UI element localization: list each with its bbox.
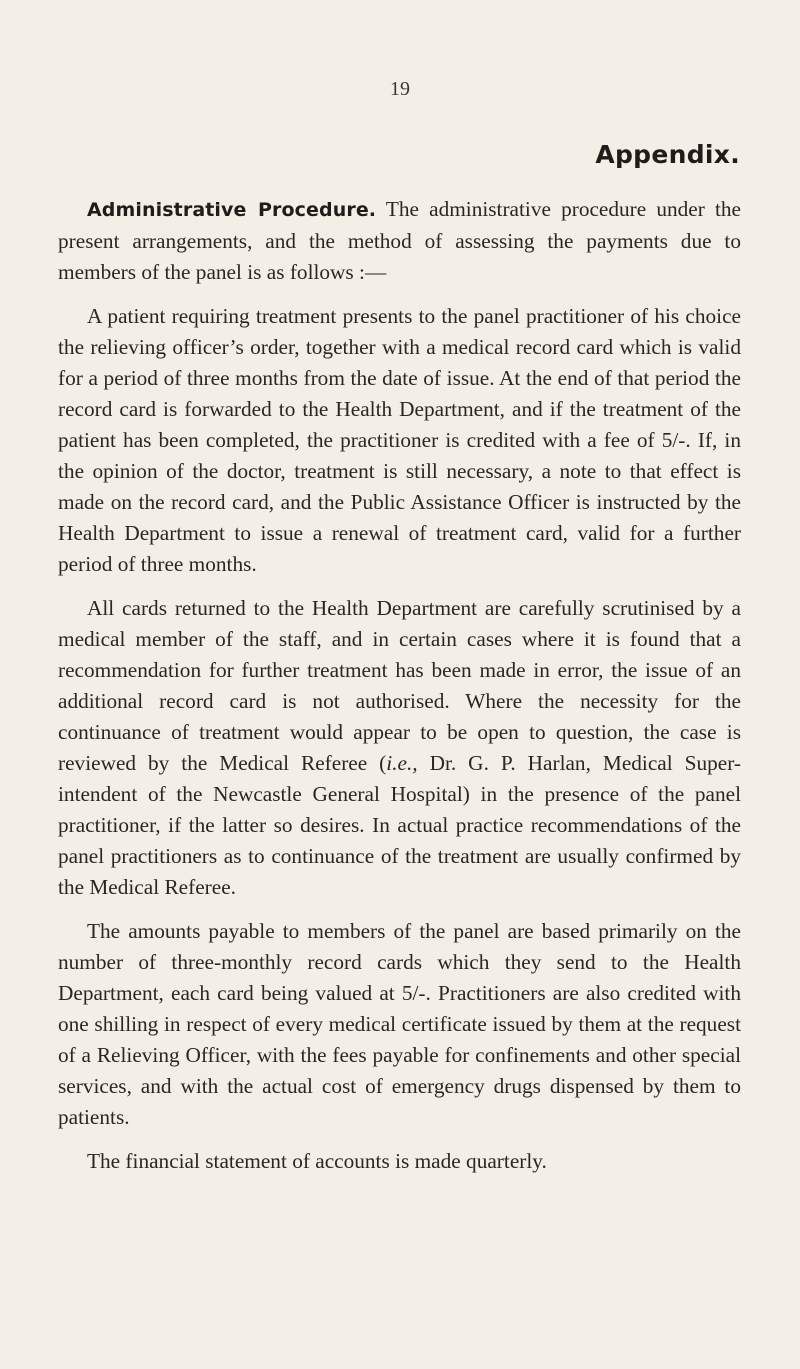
page-number: 19 — [390, 78, 410, 100]
paragraph-4-text: The amounts payable to members of the panel are based primarily on the number of three-monthly record cards which they send to the Health Department, each card being valued at 5/-. Practitioners are also credited with one shilling in respect of every medical certificate issued by them at the request of a Relieving Officer, with the fees payable for confinements and other special services, and with the actual cost of emergency drugs dispensed by them to patients. — [58, 919, 741, 1129]
paragraph-3-text-before: All cards returned to the Health Department are carefully scrutinised by a medical member of the staff, and in certain cases where it is found that a recommendation for further treatment has been made in error, the issue of an additional record card is not authorised. Where the necessity for the continuance of treatment would appear to be open to question, the case is reviewed by the Medical Referee ( — [58, 596, 741, 775]
paragraph-financial-statement — [58, 1146, 741, 1177]
appendix-heading: Appendix. — [595, 140, 740, 169]
paragraph-3-text-after: Dr. G. P. Harlan, Medical Super-intendent of the Newcastle General Hospital) in the presence of the panel practitioner, if the latter so desires. In actual practice recommendations of the panel practitioners as to continuance of the treatment are usually confirmed by the Medical Referee. — [58, 751, 741, 899]
run-in-heading: Administrative Procedure. — [87, 199, 377, 221]
paragraph-payment-amounts — [58, 916, 741, 1133]
paragraph-1-text: The administrative procedure under the present arrangements, and the method of assessing the payments due to members of the panel is as follows :— — [58, 197, 741, 284]
paragraph-3-italic: i.e., — [386, 751, 418, 775]
paragraph-patient-procedure — [58, 301, 741, 580]
paragraph-2-text: A patient requiring treatment presents to the panel practitioner of his choice the relieving officer’s order, together with a medical record card which is valid for a period of three months from the date of issue. At the end of that period the record card is forwarded to the Health Department, and if the treatment of the patient has been completed, the practitioner is credited with a fee of 5/-. If, in the opinion of the doctor, treatment is still necessary, a note to that effect is made on the record card, and the Public Assistance Officer is instructed by the Health Department to issue a renewal of treatment card, valid for a further period of three months. — [58, 304, 741, 576]
paragraph-5-text: The financial statement of accounts is made quarterly. — [87, 1149, 547, 1173]
paragraph-administrative-procedure — [58, 194, 741, 288]
body-text — [58, 194, 741, 1190]
paragraph-card-scrutiny — [58, 593, 741, 903]
